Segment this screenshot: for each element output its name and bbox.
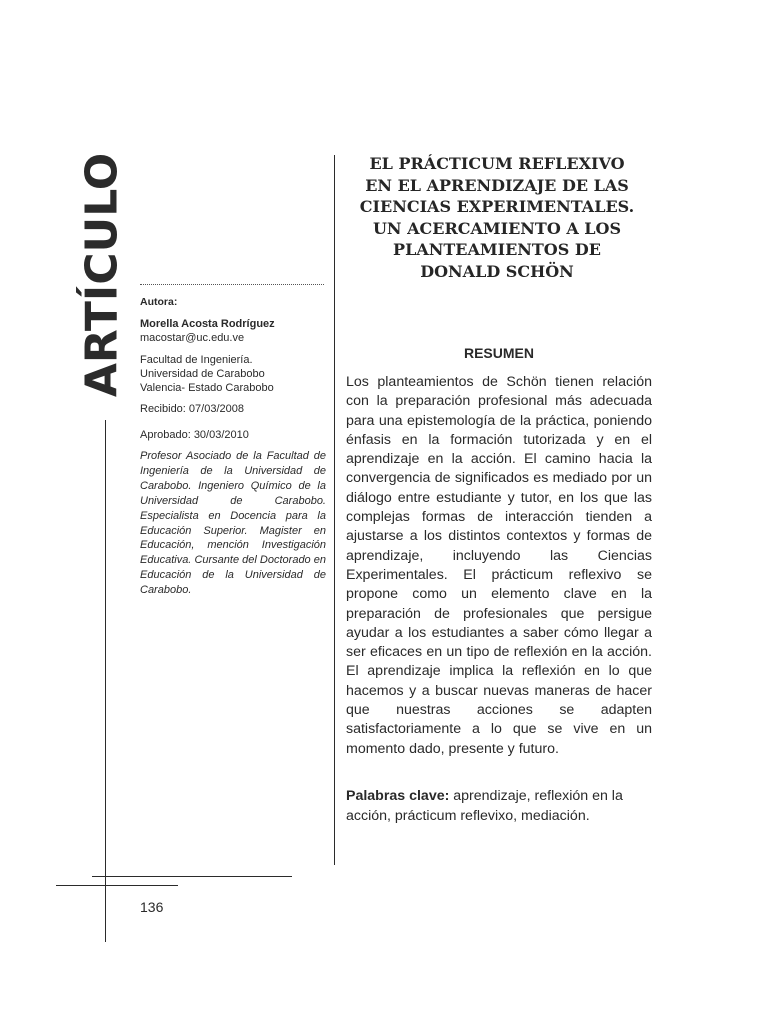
title-line: EL PRÁCTICUM REFLEXIVO [369, 154, 625, 173]
title-line: PLANTEAMIENTOS DE [393, 240, 601, 259]
received-date: Recibido: 07/03/2008 [140, 403, 244, 415]
title-line: EN EL APRENDIZAJE DE LAS [365, 175, 629, 195]
page-number: 136 [140, 899, 164, 915]
affiliation-line: Universidad de Carabobo [140, 368, 265, 380]
article-title [344, 153, 650, 282]
left-vertical-rule [105, 420, 106, 942]
keywords-label: Palabras clave: [346, 788, 450, 804]
bottom-horizontal-rule [56, 885, 178, 886]
column-divider-rule [334, 155, 335, 865]
author-email: macostar@uc.edu.ve [140, 332, 245, 344]
author-info [140, 295, 326, 598]
keywords-text: aprendizaje, reflexión en la acción, prácticum reflevixo, mediación. [346, 788, 623, 824]
keywords [346, 786, 652, 826]
affiliation-line: Valencia- Estado Carabobo [140, 382, 274, 394]
title-line: DONALD SCHÖN [420, 261, 574, 281]
abstract-body: Los planteamientos de Schön tienen relación con la preparación profesional más adecuada para una epistemología de la práctica, poniendo énfasis en la formación tutorizada y en el aprendizaje en la acción. El camino hacia la convergencia de significados es mediado por un diálogo entre estudiante y tutor, en los que las complejas formas de interacción tienden a ajustarse a los distintos contextos y formas de aprendizaje, incluyendo las Ciencias Experimentales. El prácticum reflexivo se propone como un elemento clave en la preparación de profesionales que persigue ayudar a los estudiantes a saber cómo llegar a ser eficaces en un tipo de reflexión en la acción. El aprendizaje implica la reflexión en lo que hacemos y a buscar nuevas maneras de hacer que nuestras acciones se adapten satisfactoriamente a lo que se vive en un momento dado, presente y futuro. [346, 374, 652, 757]
author-bio: Profesor Asociado de la Facultad de Ingeniería de la Universidad de Carabobo. Ingeniero Químico de la Universidad de Carabobo. Especialista en Docencia para la Educación Superior. Magister en Educación, mención Investigación Educativa. Cursante del Doctorado en Educación de la Universidad de Carabobo. [140, 450, 326, 597]
approved-date: Aprobado: 30/03/2010 [140, 429, 249, 441]
section-label [76, 152, 128, 398]
section-label-text: ARTÍCULO [76, 152, 128, 398]
abstract-heading: RESUMEN [463, 345, 534, 361]
title-line: UN ACERCAMIENTO A LOS [372, 218, 622, 238]
top-horizontal-rule [92, 876, 292, 877]
dotted-separator [140, 284, 324, 285]
author-heading: Autora: [140, 296, 178, 308]
author-name: Morella Acosta Rodríguez [140, 318, 275, 330]
title-line: CIENCIAS EXPERIMENTALES. [359, 197, 635, 216]
affiliation-line: Facultad de Ingeniería. [140, 354, 253, 366]
